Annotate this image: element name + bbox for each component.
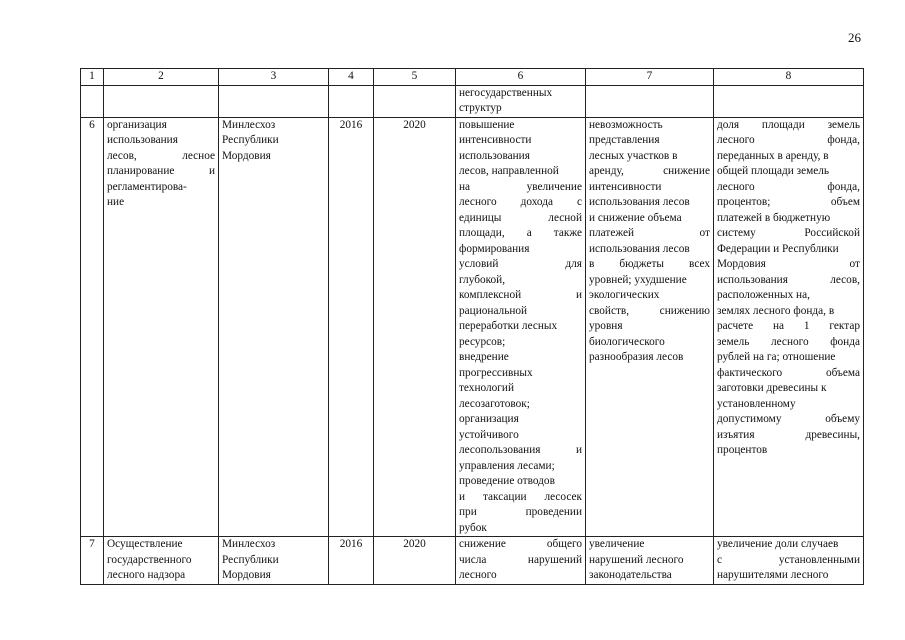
text-line: использования xyxy=(107,134,178,146)
text-line: устойчивого xyxy=(459,428,519,441)
text-line: увеличение xyxy=(589,538,645,550)
text-line: систему Российской xyxy=(717,227,860,239)
expected-result xyxy=(456,117,586,537)
header-cell: 2 xyxy=(104,69,219,86)
text-line: установленному xyxy=(717,397,796,410)
text-line: планирование и xyxy=(107,165,215,177)
text-line: Мордовия от xyxy=(717,258,860,270)
continuation-row xyxy=(81,85,864,117)
text-line: организация xyxy=(459,413,519,425)
text-line: Минлесхоз xyxy=(222,538,276,550)
text-line: рублей на га; отношение xyxy=(717,351,836,363)
text-line: ресурсов; xyxy=(459,335,506,348)
text-line: экологических xyxy=(589,289,660,301)
text-line: биологического xyxy=(589,335,665,348)
text-line: Мордовия xyxy=(222,149,271,162)
indicators xyxy=(714,117,864,537)
text-line: с установленными xyxy=(717,553,860,566)
text-line: изъятия древесины, xyxy=(717,428,860,441)
text-line: повышение xyxy=(459,118,515,131)
header-cell: 4 xyxy=(329,69,374,86)
text-line: невозможность xyxy=(589,118,663,131)
text-line: и таксации лесосек xyxy=(459,490,582,503)
text-line: разнообразия лесов xyxy=(589,351,684,363)
text-line: процентов; объем xyxy=(717,196,860,208)
text-line: нарушителями лесного xyxy=(717,569,829,581)
text-line: проведение отводов xyxy=(459,475,555,487)
text-line: использования лесов, xyxy=(717,273,860,286)
start-year: 2016 xyxy=(329,537,374,585)
text-line: условий для xyxy=(459,258,582,270)
text-line: заготовки древесины к xyxy=(717,382,827,394)
measure-name xyxy=(104,537,219,585)
text-line: аренду, снижение xyxy=(589,165,710,177)
text-line: формирования xyxy=(459,242,530,255)
text-line: рациональной xyxy=(459,304,528,317)
text-line: процентов xyxy=(717,444,768,456)
header-cell: 3 xyxy=(219,69,329,86)
text-line: расположенных на, xyxy=(717,289,810,301)
text-line: регламентирова- xyxy=(107,180,187,193)
text-line: доля площади земель xyxy=(717,118,860,131)
header-row xyxy=(81,69,864,86)
text-line: структур xyxy=(459,102,502,114)
text-line: Минлесхоз xyxy=(222,118,276,131)
text-line: при проведении xyxy=(459,506,582,518)
text-line: уровней; ухудшение xyxy=(589,273,687,286)
row-number: 6 xyxy=(81,117,104,537)
text-line: Мордовия xyxy=(222,569,271,581)
text-line: Осуществление xyxy=(107,538,183,550)
text-line: переработки лесных xyxy=(459,320,558,332)
text-line: Федерации и Республики xyxy=(717,242,839,255)
text-line: снижение общего xyxy=(459,538,582,550)
text-line: лесного xyxy=(459,569,497,581)
text-line: расчете на 1 гектар xyxy=(717,320,860,332)
text-line: общей площади земель xyxy=(717,165,830,177)
text-line: государственного xyxy=(107,553,192,566)
text-line: уровня xyxy=(589,320,623,332)
text-line: управления лесами; xyxy=(459,459,555,472)
text-line: лесов, направленной xyxy=(459,165,559,177)
header-cell: 1 xyxy=(81,69,104,86)
table-row xyxy=(81,537,864,585)
text-line: Республики xyxy=(222,134,279,146)
page-number: 26 xyxy=(848,30,861,45)
expected-result xyxy=(456,537,586,585)
text-line: лесного надзора xyxy=(107,569,186,581)
text-line: увеличение доли случаев xyxy=(717,538,839,550)
text-line: внедрение xyxy=(459,351,509,363)
text-line: фактического объема xyxy=(717,366,860,379)
start-year: 2016 xyxy=(329,117,374,537)
end-year: 2020 xyxy=(374,117,456,537)
text-line: интенсивности xyxy=(589,180,662,193)
text-line: единицы лесной xyxy=(459,211,582,224)
text-line: лесного дохода с xyxy=(459,196,582,208)
text-line: прогрессивных xyxy=(459,366,533,379)
text-line: технологий xyxy=(459,382,515,394)
text-line: платежей в бюджетную xyxy=(717,211,831,224)
text-line: интенсивности xyxy=(459,134,532,146)
text-line: комплексной и xyxy=(459,289,582,301)
executor xyxy=(219,117,329,537)
executor xyxy=(219,537,329,585)
text-line: ние xyxy=(107,196,125,208)
header-cell: 7 xyxy=(586,69,714,86)
text-line: лесов, лесное xyxy=(107,149,215,162)
text-line: глубокой, xyxy=(459,273,506,286)
table-row xyxy=(81,117,864,537)
end-year: 2020 xyxy=(374,537,456,585)
measure-name xyxy=(104,117,219,537)
text-line: рубок xyxy=(459,521,487,534)
text-line: лесозаготовок; xyxy=(459,397,530,410)
text-line: переданных в аренду, в xyxy=(717,149,829,162)
text-line: числа нарушений xyxy=(459,553,582,566)
text-line: свойств, снижению xyxy=(589,304,710,317)
header-cell: 6 xyxy=(456,69,586,86)
text-line: на увеличение xyxy=(459,180,582,193)
continuation-cell xyxy=(456,85,586,117)
header-cell: 8 xyxy=(714,69,864,86)
text-line: Республики xyxy=(222,553,279,566)
text-line: использования xyxy=(459,149,530,162)
text-line: платежей от xyxy=(589,227,710,239)
text-line: нарушений лесного xyxy=(589,553,684,566)
text-line: лесопользования и xyxy=(459,444,582,456)
text-line: лесного фонда, xyxy=(717,134,860,146)
consequences xyxy=(586,117,714,537)
text-line: допустимому объему xyxy=(717,413,860,425)
row-number: 7 xyxy=(81,537,104,585)
header-cell: 5 xyxy=(374,69,456,86)
text-line: землях лесного фонда, в xyxy=(717,304,835,317)
text-line: организация xyxy=(107,118,167,131)
text-line: представления xyxy=(589,134,660,146)
text-line: использования лесов xyxy=(589,196,690,208)
text-line: негосударственных xyxy=(459,86,553,99)
consequences xyxy=(586,537,714,585)
text-line: площади, а также xyxy=(459,227,582,239)
text-line: лесного фонда, xyxy=(717,180,860,193)
text-line: лесных участков в xyxy=(589,149,678,162)
text-line: законодательства xyxy=(589,569,672,581)
measures-table xyxy=(80,68,864,585)
text-line: земель лесного фонда xyxy=(717,335,860,348)
text-line: в бюджеты всех xyxy=(589,258,710,270)
text-line: и снижение объема xyxy=(589,211,682,224)
text-line: использования лесов xyxy=(589,242,690,255)
indicators xyxy=(714,537,864,585)
